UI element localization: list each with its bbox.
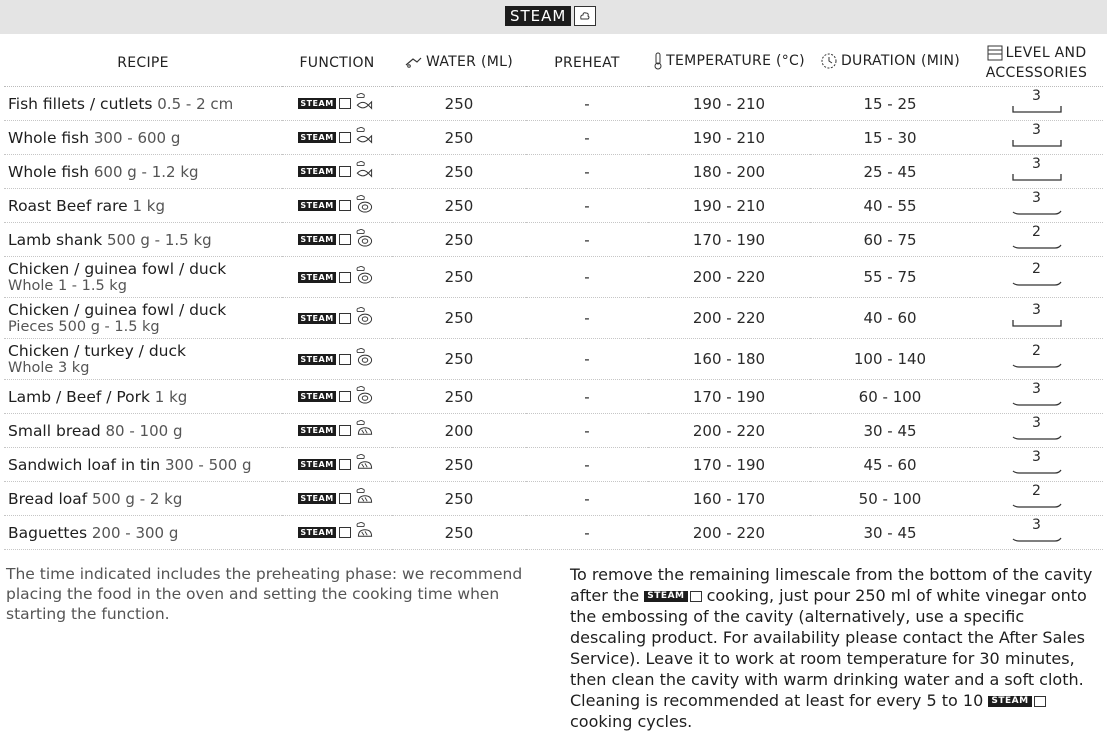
steam-title (505, 6, 596, 26)
cell-water: 250 (392, 448, 526, 482)
cell-function (282, 339, 392, 380)
cell-temperature: 200 - 220 (648, 414, 810, 448)
recipe-quantity: 80 - 100 g (105, 421, 183, 440)
cell-level (970, 189, 1103, 223)
cell-level (970, 448, 1103, 482)
cell-function (282, 257, 392, 298)
cell-preheat: - (526, 257, 648, 298)
level-number: 2 (1032, 343, 1041, 359)
table-row (4, 155, 1103, 189)
level-indicator (1009, 448, 1065, 475)
recipe-name: Baguettes (8, 523, 88, 542)
thermometer-icon (653, 52, 663, 70)
cell-preheat: - (526, 87, 648, 121)
steam-icon (339, 98, 351, 109)
header-level-line1: LEVEL AND (1005, 45, 1087, 61)
cell-temperature: 190 - 210 (648, 189, 810, 223)
steam-badge-label: STEAM (644, 591, 687, 602)
rack-icon (1009, 380, 1065, 407)
header-recipe: RECIPE (4, 40, 282, 87)
level-number: 3 (1032, 87, 1041, 104)
recipe-name: Chicken / turkey / duck (8, 342, 186, 360)
header-temperature-label: TEMPERATURE (°C) (666, 53, 805, 69)
cell-water: 250 (392, 298, 526, 339)
steam-icon (339, 391, 351, 402)
recipe-name: Lamb / Beef / Pork (8, 387, 151, 406)
table-row (4, 189, 1103, 223)
cell-duration: 50 - 100 (810, 482, 970, 516)
rack-icon (1009, 189, 1065, 216)
level-number: 3 (1032, 380, 1041, 397)
level-indicator (1009, 121, 1065, 148)
level-indicator (1009, 304, 1065, 328)
cell-recipe (4, 339, 282, 380)
table-row (4, 339, 1103, 380)
level-number: 3 (1032, 121, 1041, 138)
cell-recipe (4, 414, 282, 448)
cell-duration: 60 - 75 (810, 223, 970, 257)
level-number: 2 (1032, 223, 1041, 240)
cell-level (970, 121, 1103, 155)
steam-icon (339, 527, 351, 538)
recipe-quantity: 500 g - 2 kg (92, 489, 183, 508)
cell-level (970, 516, 1103, 550)
level-number: 3 (1032, 189, 1041, 206)
level-indicator (1009, 189, 1065, 216)
cell-preheat: - (526, 482, 648, 516)
cell-level (970, 414, 1103, 448)
steam-title-label: STEAM (505, 6, 571, 26)
table-row (4, 257, 1103, 298)
cell-duration: 30 - 45 (810, 414, 970, 448)
cell-recipe (4, 482, 282, 516)
recipe-name: Lamb shank (8, 230, 103, 249)
cell-preheat: - (526, 414, 648, 448)
table-row (4, 380, 1103, 414)
cell-recipe (4, 87, 282, 121)
level-number: 3 (1032, 155, 1041, 172)
tray-icon (1009, 121, 1065, 148)
cell-temperature: 170 - 190 (648, 380, 810, 414)
level-indicator (1009, 263, 1065, 287)
steam-icon (339, 354, 351, 365)
cell-preheat: - (526, 155, 648, 189)
cell-temperature: 190 - 210 (648, 87, 810, 121)
steam-badge-inline-1 (644, 591, 701, 602)
cell-temperature: 200 - 220 (648, 257, 810, 298)
cell-water: 250 (392, 155, 526, 189)
recipe-quantity: 300 - 600 g (93, 128, 181, 147)
cell-recipe (4, 516, 282, 550)
steam-icon (339, 200, 351, 211)
cell-preheat: - (526, 339, 648, 380)
cell-preheat: - (526, 448, 648, 482)
recipe-quantity: 300 - 500 g (164, 455, 252, 474)
cell-water: 250 (392, 257, 526, 298)
cell-duration: 100 - 140 (810, 339, 970, 380)
cell-function (282, 448, 392, 482)
recipe-name: Fish fillets / cutlets (8, 94, 153, 113)
cell-preheat: - (526, 516, 648, 550)
header-temperature (648, 40, 810, 87)
fish-steam-icon (354, 161, 376, 183)
recipe-quantity: 200 - 300 g (91, 523, 179, 542)
rack-icon (1009, 448, 1065, 475)
steam-badge: STEAM (300, 133, 334, 142)
cell-function (282, 516, 392, 550)
steam-badge: STEAM (300, 460, 334, 469)
water-icon (405, 56, 423, 68)
steam-icon (339, 234, 351, 245)
cell-water: 250 (392, 380, 526, 414)
cell-level (970, 380, 1103, 414)
recipe-name: Roast Beef rare (8, 196, 128, 215)
rack-icon (1009, 516, 1065, 543)
recipe-quantity: Pieces 500 g - 1.5 kg (8, 319, 160, 335)
cell-function (282, 223, 392, 257)
recipe-quantity: 500 g - 1.5 kg (106, 230, 212, 249)
steam-badge: STEAM (300, 528, 334, 537)
cell-level (970, 257, 1103, 298)
header-duration (810, 40, 970, 87)
meat-steam-icon (354, 195, 376, 217)
cell-duration: 30 - 45 (810, 516, 970, 550)
cell-level (970, 298, 1103, 339)
cell-level (970, 155, 1103, 189)
cell-recipe (4, 380, 282, 414)
cell-water: 250 (392, 189, 526, 223)
cell-water: 250 (392, 482, 526, 516)
recipe-table (4, 40, 1103, 550)
cell-preheat: - (526, 189, 648, 223)
recipe-name: Chicken / guinea fowl / duck (8, 260, 227, 278)
steam-icon (339, 493, 351, 504)
steam-icon (339, 166, 351, 177)
level-number: 3 (1032, 448, 1041, 465)
cell-function (282, 87, 392, 121)
header-function: FUNCTION (282, 40, 392, 87)
rack-icon (1009, 345, 1065, 369)
fish-steam-icon (354, 127, 376, 149)
meat-steam-icon (354, 348, 376, 370)
cell-preheat: - (526, 298, 648, 339)
cell-function (282, 189, 392, 223)
cell-recipe (4, 298, 282, 339)
bread-steam-icon (354, 454, 376, 476)
table-row (4, 414, 1103, 448)
steam-badge-label: STEAM (988, 696, 1031, 707)
cell-preheat: - (526, 121, 648, 155)
table-row (4, 482, 1103, 516)
table-row (4, 121, 1103, 155)
cell-duration: 55 - 75 (810, 257, 970, 298)
recipe-quantity: Whole 1 - 1.5 kg (8, 278, 127, 294)
cell-duration: 25 - 45 (810, 155, 970, 189)
cell-temperature: 190 - 210 (648, 121, 810, 155)
steam-badge: STEAM (300, 313, 334, 323)
meat-steam-icon (354, 386, 376, 408)
oven-level-icon (987, 45, 1003, 61)
cell-temperature: 170 - 190 (648, 448, 810, 482)
steam-badge: STEAM (300, 201, 334, 210)
rack-icon (1009, 482, 1065, 509)
meat-steam-icon (354, 307, 376, 329)
cell-water: 250 (392, 516, 526, 550)
cell-temperature: 170 - 190 (648, 223, 810, 257)
cell-temperature: 180 - 200 (648, 155, 810, 189)
cell-water: 250 (392, 87, 526, 121)
cell-recipe (4, 448, 282, 482)
steam-icon (690, 591, 702, 602)
recipe-quantity: 0.5 - 2 cm (157, 94, 234, 113)
cell-duration: 60 - 100 (810, 380, 970, 414)
table-row (4, 298, 1103, 339)
steam-badge: STEAM (300, 99, 334, 108)
recipe-quantity: Whole 3 kg (8, 360, 90, 376)
level-number: 2 (1032, 261, 1041, 277)
note-descaling-part2: cooking, just pour 250 ml of white vinegar onto the embossing of the cavity (alternatively, use a specific descaling product. For availability please contact the After Sales Service). Leave it to work at room temperature for 30 minutes, then clean the cavity with warm drinking water and a soft cloth. Cleaning is recommended at least for every 5 to 10 (570, 586, 1087, 710)
recipe-name: Sandwich loaf in tin (8, 455, 161, 474)
bread-steam-icon (354, 420, 376, 442)
cell-function (282, 298, 392, 339)
cell-function (282, 155, 392, 189)
cell-function (282, 121, 392, 155)
rack-icon (1009, 263, 1065, 287)
cell-recipe (4, 155, 282, 189)
level-indicator (1009, 345, 1065, 369)
rack-icon (1009, 414, 1065, 441)
cell-function (282, 482, 392, 516)
cell-temperature: 200 - 220 (648, 298, 810, 339)
steam-icon (574, 6, 596, 26)
header-level-line2: ACCESSORIES (985, 65, 1088, 81)
header-water (392, 40, 526, 87)
steam-badge: STEAM (300, 167, 334, 176)
level-number: 3 (1032, 516, 1041, 533)
level-indicator (1009, 87, 1065, 114)
table-row (4, 448, 1103, 482)
header-preheat: PREHEAT (526, 40, 648, 87)
steam-badge: STEAM (300, 392, 334, 401)
cell-preheat: - (526, 223, 648, 257)
steam-icon (339, 132, 351, 143)
cell-water: 250 (392, 223, 526, 257)
steam-badge: STEAM (300, 272, 334, 282)
cell-water: 200 (392, 414, 526, 448)
cell-temperature: 160 - 180 (648, 339, 810, 380)
recipe-name: Small bread (8, 421, 101, 440)
cell-duration: 40 - 60 (810, 298, 970, 339)
level-number: 3 (1032, 302, 1041, 318)
note-descaling-part1: To remove the remaining limescale from the bottom of the cavity after the (570, 565, 1093, 605)
level-indicator (1009, 482, 1065, 509)
level-number: 3 (1032, 414, 1041, 431)
cell-recipe (4, 121, 282, 155)
recipe-quantity: 600 g - 1.2 kg (93, 162, 199, 181)
header-duration-label: DURATION (MIN) (840, 53, 961, 69)
cell-recipe (4, 223, 282, 257)
recipe-quantity: 1 kg (132, 196, 165, 215)
steam-icon (339, 425, 351, 436)
level-indicator (1009, 414, 1065, 441)
level-indicator (1009, 516, 1065, 543)
cell-recipe (4, 257, 282, 298)
note-preheating: The time indicated includes the preheating phase: we recommend placing the food in the oven and setting the cooking time when starting the function. (6, 565, 523, 623)
cell-preheat: - (526, 380, 648, 414)
tray-icon (1009, 304, 1065, 328)
recipe-name: Bread loaf (8, 489, 88, 508)
cell-duration: 45 - 60 (810, 448, 970, 482)
cell-temperature: 200 - 220 (648, 516, 810, 550)
cell-duration: 15 - 25 (810, 87, 970, 121)
bread-steam-icon (354, 522, 376, 544)
steam-badge: STEAM (300, 354, 334, 364)
recipe-name: Chicken / guinea fowl / duck (8, 301, 227, 319)
cell-level (970, 223, 1103, 257)
cell-temperature: 160 - 170 (648, 482, 810, 516)
steam-icon (339, 313, 351, 324)
tray-icon (1009, 87, 1065, 114)
tray-icon (1009, 155, 1065, 182)
level-indicator (1009, 223, 1065, 250)
cell-duration: 40 - 55 (810, 189, 970, 223)
cell-function (282, 414, 392, 448)
timer-icon (820, 52, 838, 70)
steam-badge: STEAM (300, 494, 334, 503)
rack-icon (1009, 223, 1065, 250)
table-row (4, 516, 1103, 550)
header-level (970, 40, 1103, 87)
meat-steam-icon (354, 229, 376, 251)
note-descaling (570, 564, 1100, 732)
header-water-label: WATER (ML) (426, 54, 513, 70)
steam-icon (339, 459, 351, 470)
cell-duration: 15 - 30 (810, 121, 970, 155)
fish-steam-icon (354, 93, 376, 115)
table-row (4, 223, 1103, 257)
recipe-quantity: 1 kg (154, 387, 188, 406)
recipe-name: Whole fish (8, 162, 90, 181)
steam-badge: STEAM (300, 235, 334, 244)
steam-icon (1034, 696, 1046, 707)
cell-level (970, 482, 1103, 516)
cell-water: 250 (392, 121, 526, 155)
cell-water: 250 (392, 339, 526, 380)
steam-badge: STEAM (300, 426, 334, 435)
bread-steam-icon (354, 488, 376, 510)
level-indicator (1009, 155, 1065, 182)
steam-badge-inline-2 (988, 696, 1045, 707)
recipe-name: Whole fish (8, 128, 90, 147)
table-header-row (4, 40, 1103, 87)
note-descaling-part3: cooking cycles. (570, 712, 693, 731)
cell-level (970, 87, 1103, 121)
cell-function (282, 380, 392, 414)
table-row (4, 87, 1103, 121)
steam-icon (339, 272, 351, 283)
title-bar (0, 0, 1107, 34)
meat-steam-icon (354, 266, 376, 288)
cell-recipe (4, 189, 282, 223)
level-indicator (1009, 380, 1065, 407)
level-number: 2 (1032, 482, 1041, 499)
cell-level (970, 339, 1103, 380)
